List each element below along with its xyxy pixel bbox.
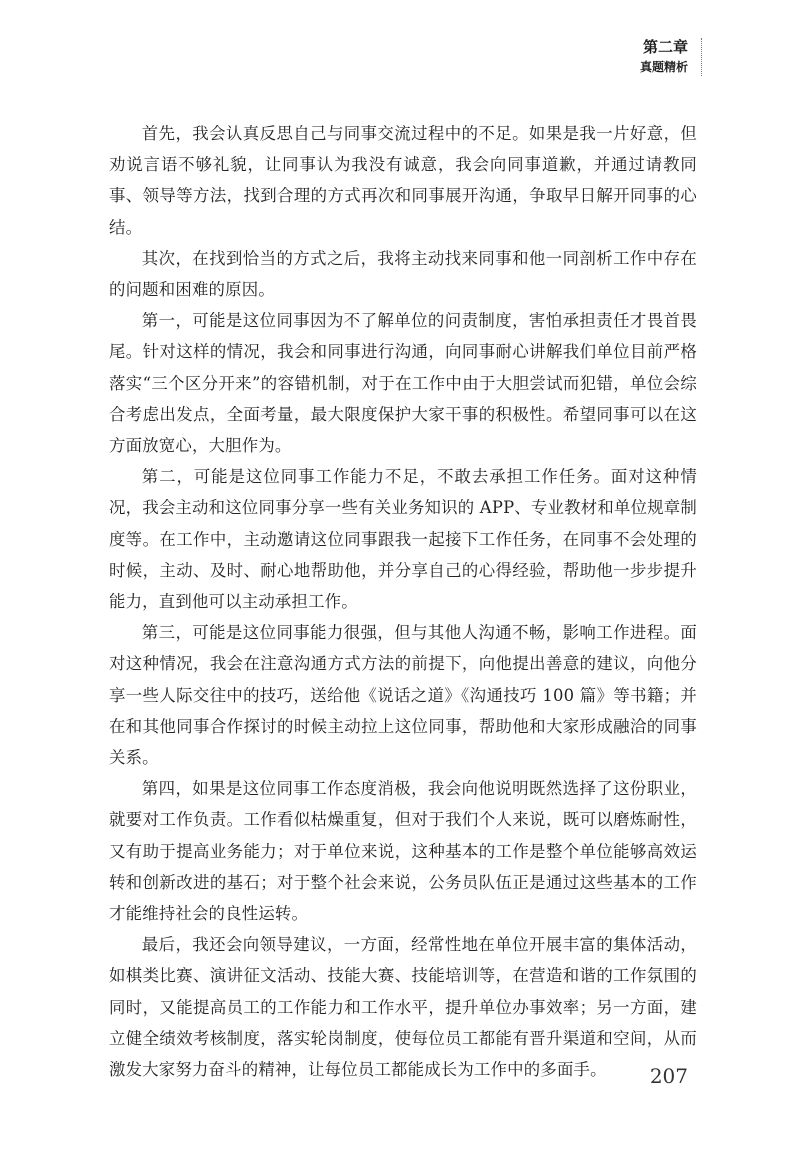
paragraph-7: 最后，我还会向领导建议，一方面，经常性地在单位开展丰富的集体活动，如棋类比赛、演讲征文活动、技能大赛、技能培训等，在营造和谐的工作氛围的同时，又能提高员工的工作能力和工作水平，提升单位办事效率；另一方面，建立健全绩效考核制度，落实轮岗制度，使每位员工都能有晋升渠道和空间，从而激发大家努力奋斗的精神，让每位员工都能成长为工作中的多面手。 xyxy=(109,935,697,1080)
page-body xyxy=(109,118,697,1085)
paragraph-5: 第三，可能是这位同事能力很强，但与其他人沟通不畅，影响工作进程。面对这种情况，我会在注意沟通方式方法的前提下，向他提出善意的建议，向他分享一些人际交往中的技巧，送给他《说话之道》《沟通技巧 100 篇》等书籍；并在和其他同事合作探讨的时候主动拉上这位同事，帮助他和大家形成融洽的同事关系。 xyxy=(109,623,697,768)
paragraph-6: 第四，如果是这位同事工作态度消极，我会向他说明既然选择了这份职业，就要对工作负责。工作看似枯燥重复，但对于我们个人来说，既可以磨炼耐性，又有助于提高业务能力；对于单位来说，这种基本的工作是整个单位能够高效运转和创新改进的基石；对于整个社会来说，公务员队伍正是通过这些基本的工作才能维持社会的良性运转。 xyxy=(109,779,697,924)
page-number: 207 xyxy=(649,1064,688,1088)
section-title: 真题精析 xyxy=(639,60,688,74)
paragraph-2: 其次，在找到恰当的方式之后，我将主动找来同事和他一同剖析工作中存在的问题和困难的原因。 xyxy=(109,248,697,300)
chapter-title: 第二章 xyxy=(642,38,688,56)
paragraph-3: 第一，可能是这位同事因为不了解单位的问责制度，害怕承担责任才畏首畏尾。针对这样的情况，我会和同事进行沟通，向同事耐心讲解我们单位目前严格落实“三个区分开来”的容错机制，对于在工作中由于大胆尝试而犯错，单位会综合考虑出发点，全面考量，最大限度保护大家干事的积极性。希望同事可以在这方面放宽心，大胆作为。 xyxy=(109,311,697,456)
paragraph-1: 首先，我会认真反思自己与同事交流过程中的不足。如果是我一片好意，但劝说言语不够礼貌，让同事认为我没有诚意，我会向同事道歉，并通过请教同事、领导等方法，找到合理的方式再次和同事展开沟通，争取早日解开同事的心结。 xyxy=(109,124,697,237)
running-header xyxy=(640,36,688,76)
header-divider xyxy=(701,38,702,76)
paragraph-4: 第二，可能是这位同事工作能力不足，不敢去承担工作任务。面对这种情况，我会主动和这位同事分享一些有关业务知识的 APP、专业教材和单位规章制度等。在工作中，主动邀请这位同事跟我一起接下工作任务，在同事不会处理的时候，主动、及时、耐心地帮助他，并分享自己的心得经验，帮助他一步步提升能力，直到他可以主动承担工作。 xyxy=(109,467,697,612)
